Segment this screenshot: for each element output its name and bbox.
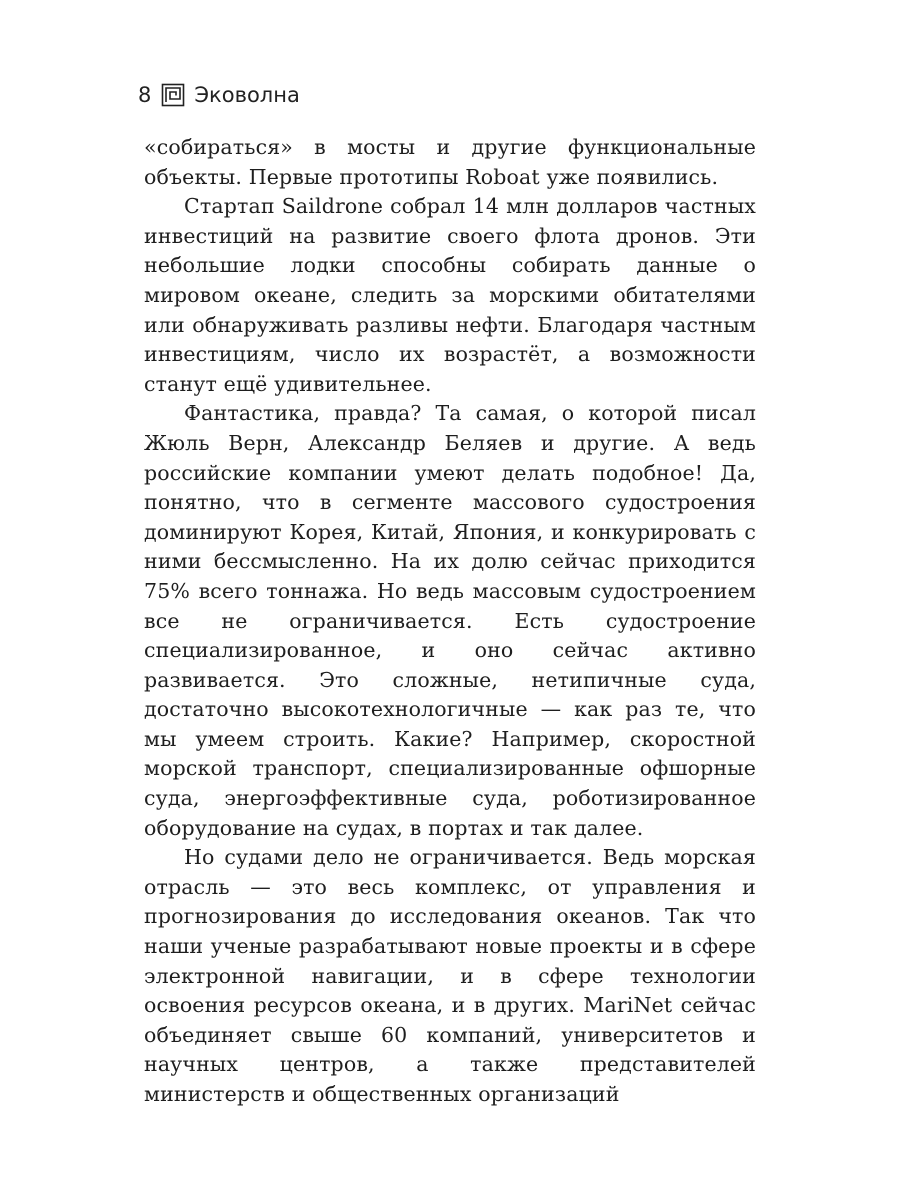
body-text: [144, 133, 756, 1110]
paragraph-continued: «собираться» в мосты и другие функциональные объекты. Первые прототипы Roboat уже появились.: [144, 135, 756, 189]
paragraph-saildrone: Стартап Saildrone собрал 14 млн долларов частных инвестиций на развитие своего флота дронов. Эти небольшие лодки способны собирать данные о мировом океане, следить за морскими обитателями или обнаруживать разливы нефти. Благодаря частным инвестициям, число их возрастёт, а возможности станут ещё удивительнее.: [144, 194, 756, 396]
book-title: Эковолна: [194, 83, 300, 107]
paragraph-marinet: Но судами дело не ограничивается. Ведь морская отрасль — это весь комплекс, от управления и прогнозирования до исследования океанов. Так что наши ученые разрабатывают новые проекты и в сфере электронной навигации, и в сфере технологии освоения ресурсов океана, и в других. MariNet сейчас объединяет свыше 60 компаний, университетов и научных центров, а также представителей министерств и общественных организаций: [144, 845, 756, 1106]
paragraph-fantastika: Фантастика, правда? Та самая, о которой писал Жюль Верн, Александр Беляев и другие. А ведь российские компании умеют делать подобное! Да, понятно, что в сегменте массового судостроения доминируют Корея, Китай, Япония, и конкурировать с ними бессмысленно. На их долю сейчас приходится 75% всего тоннажа. Но ведь массовым судостроением все не ограничивается. Есть судостроение специализированное, и оно сейчас активно развивается. Это сложные, нетипичные суда, достаточно высокотехнологичные — как раз те, что мы умеем строить. Какие? Например, скоростной морской транспорт, специализированные офшорные суда, энергоэффективные суда, роботизированное оборудование на судах, в портах и так далее.: [144, 401, 756, 840]
page-number: 8: [138, 83, 152, 107]
greek-key-icon: [161, 83, 185, 107]
running-header: [138, 79, 300, 111]
